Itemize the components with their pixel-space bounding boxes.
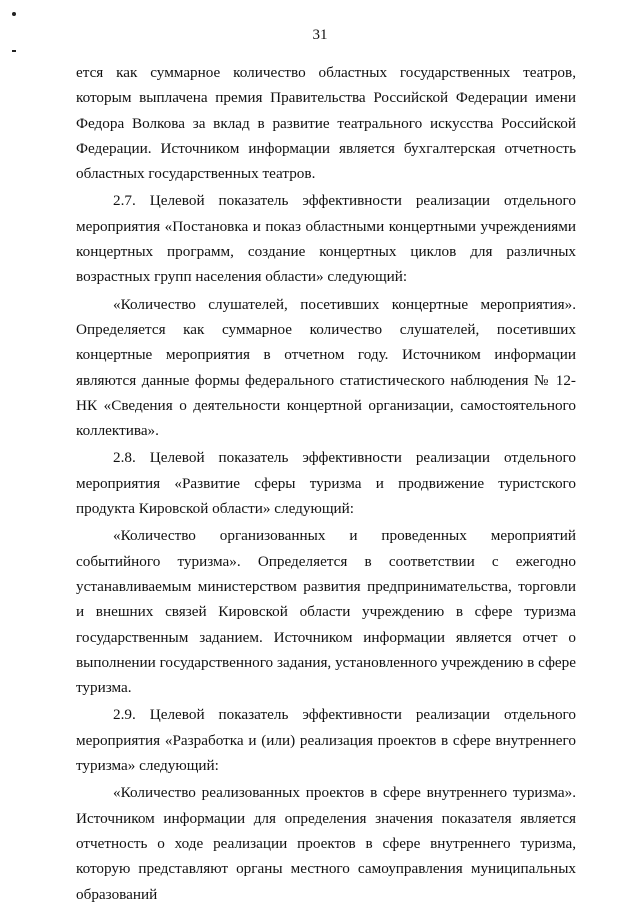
paragraph-item-2-8: 2.8. Целевой показатель эффективности реализации отдельного мероприятия «Развитие сферы туризма и продвижение туристского продукта Кировской области» следующий: xyxy=(76,449,576,518)
margin-mark xyxy=(12,50,16,52)
margin-mark xyxy=(12,12,16,16)
body-text xyxy=(76,60,576,907)
paragraph-indicator-projects: «Количество реализованных проектов в сфере внутреннего туризма». Источником информации для определения значения показателя является отчетность о ходе реализации проектов в сфере внутреннего туризма, которую представляют органы местного самоуправления муниципальных образований xyxy=(76,784,576,903)
paragraph-item-2-9: 2.9. Целевой показатель эффективности реализации отдельного мероприятия «Разработка и (или) реализация проектов в сфере внутреннего туризма» следующий: xyxy=(76,706,576,775)
paragraph-indicator-listeners: «Количество слушателей, посетивших концертные мероприятия». Определяется как суммарное количество слушателей, посетивших концертные мероприятия в отчетном году. Источником информации являются данные формы федерального статистического наблюдения № 12-НК «Сведения о деятельности концертной организации, самостоятельного коллектива». xyxy=(76,295,576,440)
paragraph-item-2-7: 2.7. Целевой показатель эффективности реализации отдельного мероприятия «Постановка и показ областными концертными учреждениями концертных программ, создание концертных циклов для различных возрастных групп населения области» следующий: xyxy=(76,192,576,286)
paragraph-continued: ется как суммарное количество областных государственных театров, которым выплачена премия Правительства Российской Федерации имени Федора Волкова за вклад в развитие театрального искусства Российской Федерации. Источником информации является бухгалтерская отчетность областных государственных театров. xyxy=(76,64,576,183)
page-number: 31 xyxy=(312,27,328,43)
paragraph-indicator-events: «Количество организованных и проведенных мероприятий событийного туризма». Определяется в соответствии с ежегодно устанавливаемым министерством развития предпринимательства, торговли и внешних связей Кировской области учреждению в сфере туризма государственным заданием. Источником информации является отчет о выполнении государственного задания, установленного учреждению в сфере туризма. xyxy=(76,527,576,697)
